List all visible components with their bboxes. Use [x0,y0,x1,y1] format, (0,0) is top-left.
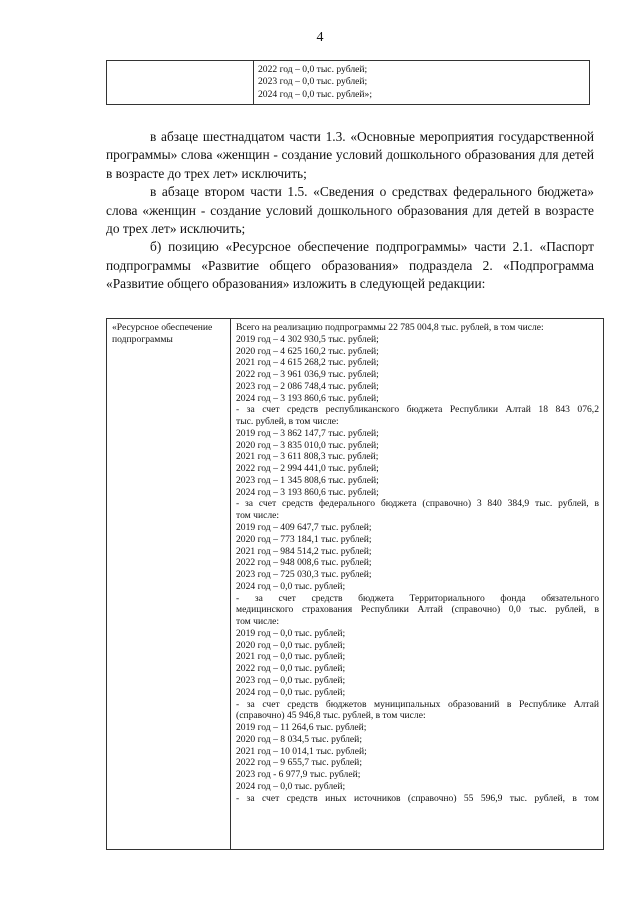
table-value-cell [231,319,604,850]
table-line: 2023 год – 725 030,3 тыс. рублей; [236,569,372,581]
table-line: 2024 год – 3 193 860,6 тыс. рублей; [236,392,379,404]
table-line: 2024 год – 0,0 тыс. рублей; [236,780,346,792]
table-label-cell [107,61,254,105]
table-line: 2023 год – 0,0 тыс. рублей; [258,76,368,88]
table-line: - за счет средств республиканского бюджета Республики Алтай 18 843 076,2 [236,404,599,416]
table-line: - за счет средств бюджетов муниципальных образований в Республике Алтай [236,698,599,710]
table-line: 2022 год – 2 994 441,0 тыс. рублей; [236,463,379,475]
table-row [107,319,604,850]
table-line: том числе: [236,616,280,628]
table-line: 2021 год – 10 014,1 тыс. рублей; [236,745,367,757]
table-line: - за счет средств бюджета Территориального фонда обязательного [236,592,599,604]
table-row [107,61,590,105]
table-line: 2022 год – 948 008,6 тыс. рублей; [236,557,372,569]
table-line: 2022 год – 0,0 тыс. рублей; [236,663,346,675]
table-line: 2022 год – 3 961 036,9 тыс. рублей; [236,369,379,381]
table-line: (справочно) 45 946,8 тыс. рублей, в том числе: [236,710,426,722]
table-line: медицинского страхования Республики Алтай (справочно) 0,0 тыс. рублей, в [236,604,599,616]
table-line: 2024 год – 3 193 860,6 тыс. рублей; [236,486,379,498]
continuation-table [106,60,590,105]
table-line: 2023 год – 2 086 748,4 тыс. рублей; [236,380,379,392]
table-line: 2021 год – 0,0 тыс. рублей; [236,651,346,663]
table-line: том числе: [236,510,280,522]
table-line: 2019 год – 11 264,6 тыс. рублей; [236,722,367,734]
table-line: 2023 год – 1 345 808,6 тыс. рублей; [236,474,379,486]
paragraph: б) позицию «Ресурсное обеспечение подпрограммы» части 2.1. «Паспорт подпрограммы «Развитие общего образования» подраздела 2. «Подпрограмма «Развитие общего образования» изложить в следующей редакции: [106,239,594,292]
table-line: 2023 год - 6 977,9 тыс. рублей; [236,769,361,781]
table-line: 2019 год – 3 862 147,7 тыс. рублей; [236,427,379,439]
body-text [106,128,594,294]
table-line: 2023 год – 0,0 тыс. рублей; [236,674,346,686]
resource-table [106,318,604,850]
paragraph: в абзаце шестнадцатом части 1.3. «Основные мероприятия государственной программы» слова «женщин - создание условий дошкольного образования для детей в возрасте до трех лет» исключить; [106,129,594,181]
table-line: Всего на реализацию подпрограммы 22 785 004,8 тыс. рублей, в том числе: [236,322,544,333]
table-line: 2019 год – 409 647,7 тыс. рублей; [236,522,372,534]
table-line: 2022 год – 0,0 тыс. рублей; [258,64,368,75]
table-line: 2022 год – 9 655,7 тыс. рублей; [236,757,362,769]
table-line: 2024 год – 0,0 тыс. рублей»; [258,88,372,100]
page-number: 4 [316,30,324,45]
table-line: 2020 год – 0,0 тыс. рублей; [236,639,346,651]
table-line: 2020 год – 4 625 160,2 тыс. рублей; [236,345,379,357]
table-line: 2019 год – 4 302 930,5 тыс. рублей; [236,333,379,345]
table-line: 2021 год – 4 615 268,2 тыс. рублей; [236,357,379,369]
table-line: 2020 год – 8 034,5 тыс. рублей; [236,733,362,745]
table-line: 2020 год – 773 184,1 тыс. рублей; [236,533,372,545]
table-line: 2020 год – 3 835 010,0 тыс. рублей; [236,439,379,451]
table-line: 2019 год – 0,0 тыс. рублей; [236,627,346,639]
table-line: 2021 год – 984 514,2 тыс. рублей; [236,545,372,557]
table-line: - за счет средств федерального бюджета (справочно) 3 840 384,9 тыс. рублей, в [236,498,599,510]
table-label-cell: «Ресурсное обеспечение подпрограммы [107,319,231,850]
paragraph: в абзаце втором части 1.5. «Сведения о средствах федерального бюджета» слова «женщин - создание условий дошкольного образования для детей в возрасте до трех лет» исключить; [106,184,594,237]
table-value-cell [254,61,590,105]
table-line: 2024 год – 0,0 тыс. рублей; [236,686,346,698]
table-line: 2021 год – 3 611 808,3 тыс. рублей; [236,451,379,463]
table-line: - за счет средств иных источников (справочно) 55 596,9 тыс. рублей, в том [236,792,599,804]
table-line: тыс. рублей, в том числе: [236,416,339,428]
table-line: 2024 год – 0,0 тыс. рублей; [236,580,346,592]
